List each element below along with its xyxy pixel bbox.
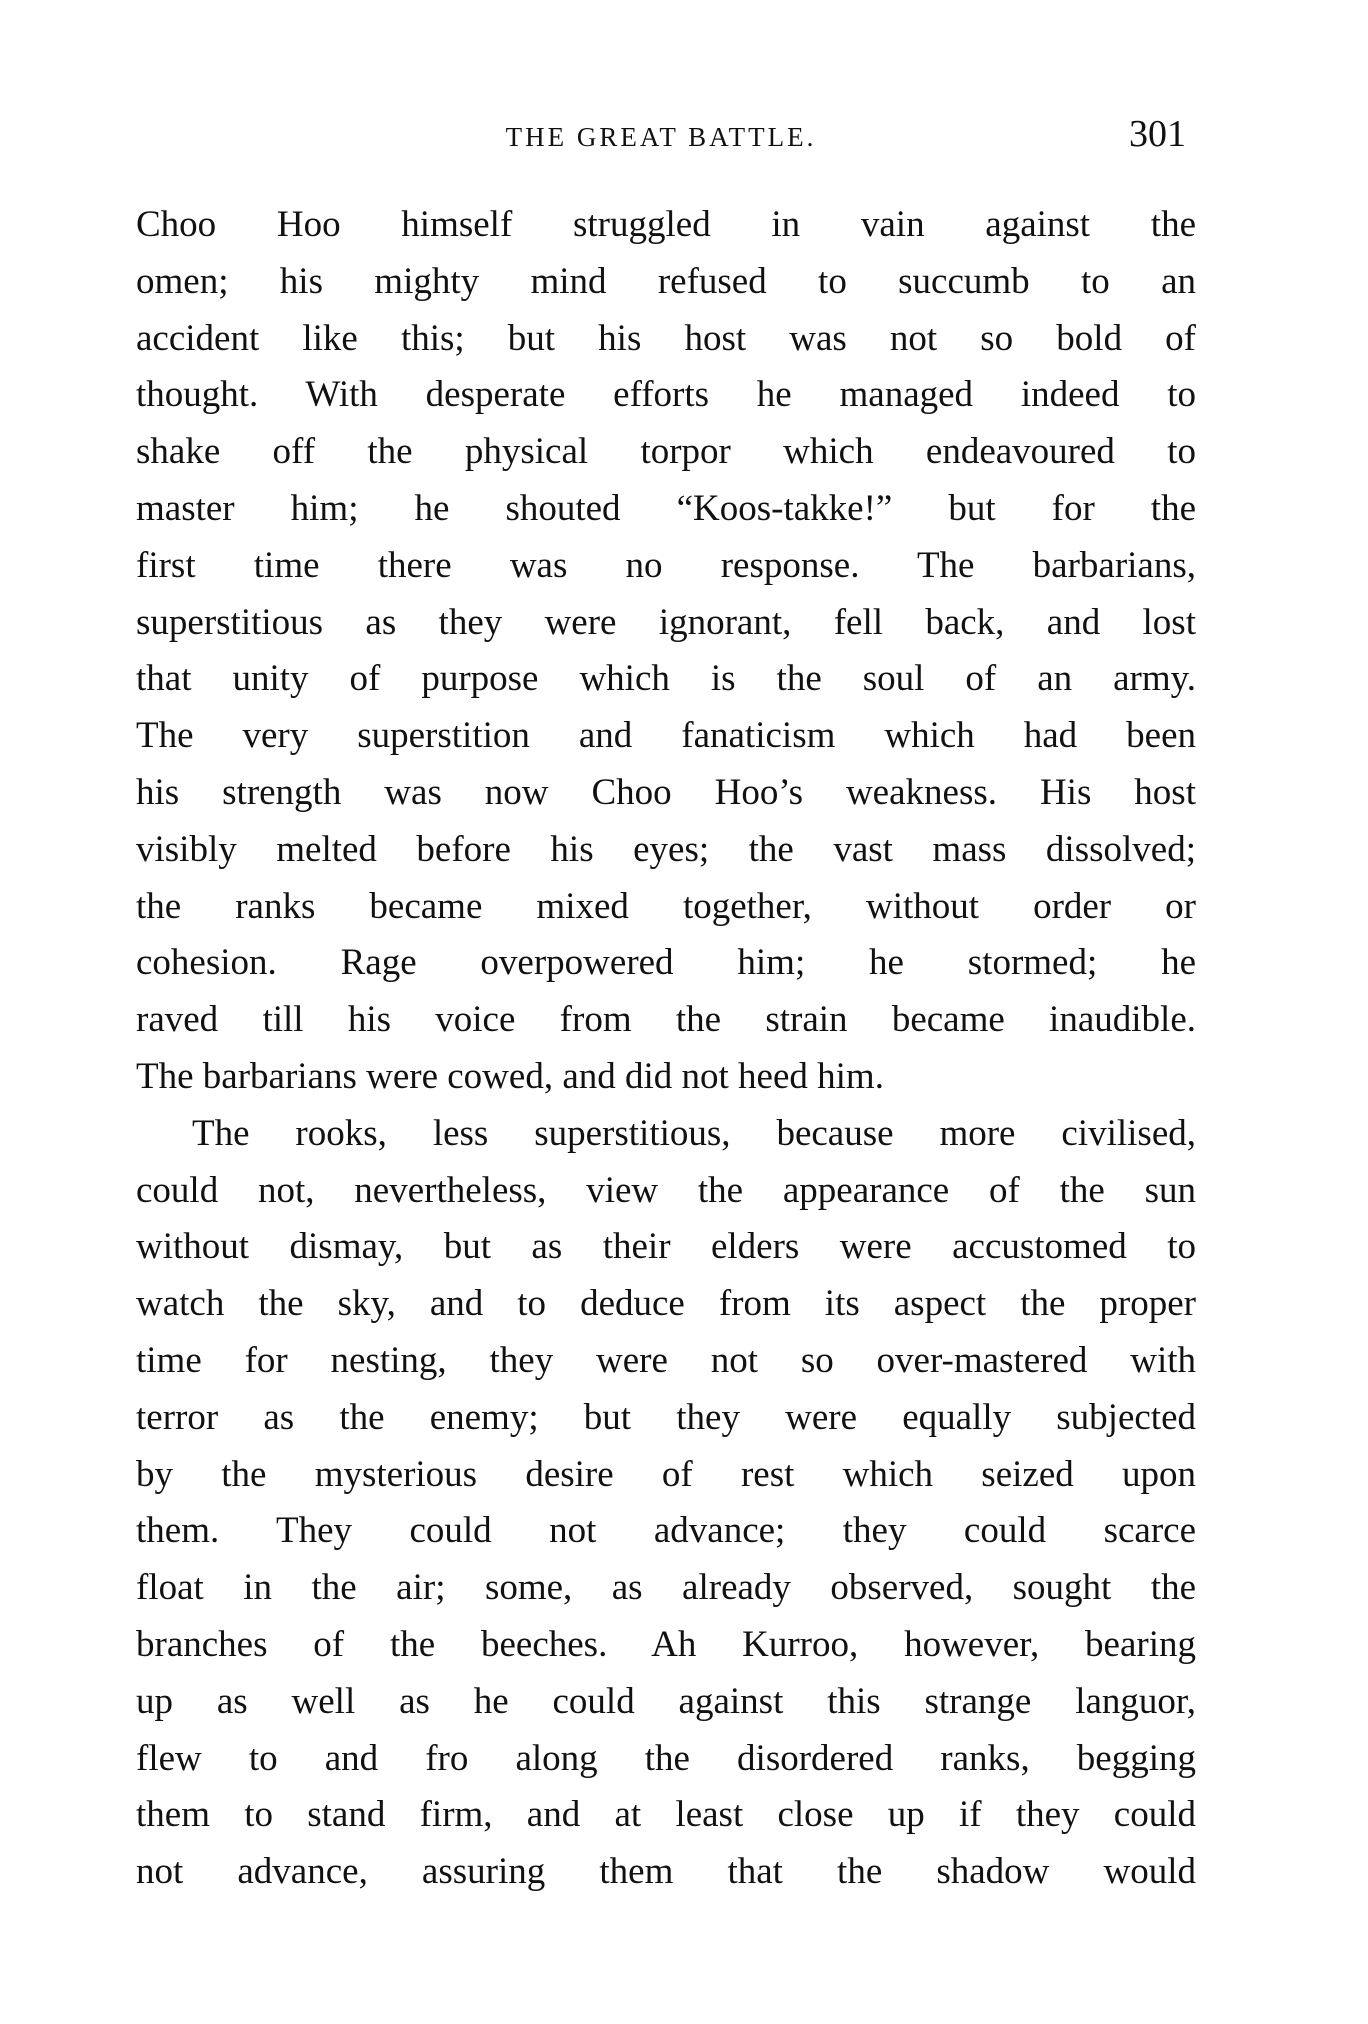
text-line: them. They could not advance; they could scarce (136, 1510, 1196, 1552)
text-line: without dismay, but as their elders were accustomed to (136, 1226, 1196, 1268)
text-line: accident like this; but his host was not so bold of (136, 317, 1196, 359)
text-line: them to stand firm, and at least close up if they could (136, 1794, 1196, 1836)
text-line: time for nesting, they were not so over-mastered with (136, 1339, 1196, 1381)
body-text (136, 197, 1196, 1901)
text-line: shake off the physical torpor which endeavoured to (136, 431, 1196, 473)
text-line: flew to and fro along the disordered ranks, begging (136, 1737, 1196, 1779)
text-line: watch the sky, and to deduce from its aspect the proper (136, 1283, 1196, 1325)
text-line: visibly melted before his eyes; the vast mass dissolved; (136, 828, 1196, 870)
text-line: master him; he shouted “Koos-takke!” but for the (136, 487, 1196, 529)
text-line: the ranks became mixed together, without order or (136, 885, 1196, 927)
text-line: superstitious as they were ignorant, fell back, and lost (136, 601, 1196, 643)
text-line: The very superstition and fanaticism which had been (136, 715, 1196, 757)
text-line: by the mysterious desire of rest which seized upon (136, 1453, 1196, 1495)
page-header (136, 112, 1186, 172)
text-line: Choo Hoo himself struggled in vain against the (136, 204, 1196, 245)
text-line: that unity of purpose which is the soul of an army. (136, 658, 1196, 700)
text-line: thought. With desperate efforts he managed indeed to (136, 374, 1196, 416)
text-line: could not, nevertheless, view the appearance of the sun (136, 1169, 1196, 1211)
text-line: omen; his mighty mind refused to succumb to an (136, 260, 1196, 302)
text-line: branches of the beeches. Ah Kurroo, however, bearing (136, 1623, 1196, 1665)
page-number: 301 (1129, 113, 1186, 155)
text-line: raved till his voice from the strain became inaudible. (136, 999, 1196, 1041)
text-line: cohesion. Rage overpowered him; he stormed; he (136, 942, 1196, 984)
text-line: not advance, assuring them that the shadow would (136, 1851, 1196, 1893)
text-line: up as well as he could against this strange languor, (136, 1680, 1196, 1722)
text-line: terror as the enemy; but they were equally subjected (136, 1396, 1196, 1438)
text-line: float in the air; some, as already observed, sought the (136, 1567, 1196, 1609)
text-line: first time there was no response. The barbarians, (136, 544, 1196, 586)
running-head: THE GREAT BATTLE. (505, 122, 817, 152)
text-line: The rooks, less superstitious, because more civilised, (192, 1112, 1196, 1154)
text-line: his strength was now Choo Hoo’s weakness. His host (136, 771, 1196, 813)
text-line: The barbarians were cowed, and did not heed him. (136, 1055, 884, 1097)
